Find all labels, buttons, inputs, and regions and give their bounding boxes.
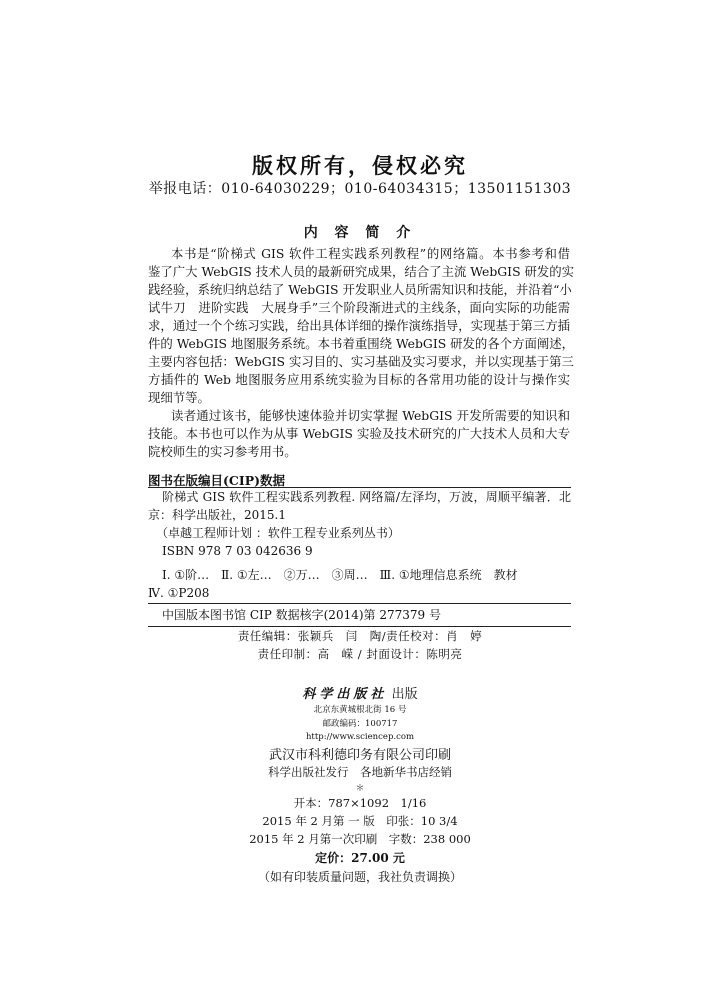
publisher-website: http://www.sciencep.com	[305, 732, 415, 742]
summary-line: 本书是“阶梯式 GIS 软件工程实践系列教程”的网络篇。本书参考和借	[171, 246, 570, 261]
print-run-info: 2015 年 2 月第一次印刷 字数：238 000	[249, 832, 471, 846]
publisher-name: 科学出版社	[302, 687, 388, 702]
price: 定价：27.00 元	[315, 851, 405, 865]
publisher-postcode: 邮政编码：100717	[322, 719, 398, 729]
summary-heading: 内 容 简 介	[303, 225, 417, 241]
publisher-line	[0, 683, 720, 702]
cip-bottom-rule	[148, 626, 571, 627]
summary-line: 件的 WebGIS 地图服务系统。本书着重围绕 WebGIS 研发的各个方面阐述，	[148, 336, 575, 351]
summary-line: 鉴了广大 WebGIS 技术人员的最新研究成果，结合了主流 WebGIS 研发的实	[148, 264, 575, 279]
report-hotline: 举报电话：010-64030229；010-64034315；13501151303	[148, 181, 572, 197]
cip-line: （卓越工程师计划 ：软件工程专业系列丛书）	[156, 526, 400, 540]
cip-line: Ⅳ. ①P208	[148, 586, 210, 600]
summary-line: 求，通过一个个练习实践，给出具体详细的操作演练指导，实现基于第三方插	[148, 318, 570, 333]
summary-line: 方插件的 Web 地图服务应用系统实验为目标的各常用功能的设计与操作实	[148, 372, 570, 387]
cip-line: ISBN 978 7 03 042636 9	[162, 544, 313, 558]
production-credits: 责任印制：高 嵘 / 封面设计：陈明亮	[257, 647, 463, 661]
cip-line: Ⅰ. ①阶… Ⅱ. ①左… ②万… ③周… Ⅲ. ①地理信息系统 教材	[162, 568, 518, 582]
publisher-address: 北京东黄城根北街 16 号	[313, 705, 407, 715]
quality-note: （如有印装质量问题，我社负责调换）	[257, 870, 462, 884]
summary-line: 技能。本书也可以作为从事 WebGIS 实验及技术研究的广大技术人员和大专	[148, 426, 570, 441]
cip-heading: 图书在版编目(CIP)数据	[148, 473, 286, 488]
summary-line: 主要内容包括：WebGIS 实习目的、实习基础及实习要求，并以实现基于第三	[148, 354, 574, 369]
publisher-suffix: 出版	[391, 687, 418, 702]
copyright-title: 版权所有，侵权必究	[252, 153, 468, 178]
separator-star: ＊	[355, 784, 365, 794]
summary-line: 读者通过该书，能够快速体验并切实掌握 WebGIS 开发所需要的知识和	[171, 408, 570, 423]
printer: 武汉市科利德印务有限公司印刷	[268, 748, 451, 763]
editor-credits: 责任编辑：张颖兵 闫 陶/责任校对：肖 婷	[237, 629, 483, 643]
cip-middle-rule	[148, 603, 571, 604]
edition-info: 2015 年 2 月第 一 版 印张：10 3/4	[262, 814, 458, 828]
cip-line: 京：科学出版社，2015.1	[148, 508, 286, 522]
summary-line: 践经验，系统归纳总结了 WebGIS 开发职业人员所需知识和技能，并沿着“小	[148, 282, 572, 297]
book-format: 开本：787×1092 1/16	[293, 796, 427, 810]
summary-line: 试牛刀 进阶实践 大展身手”三个阶段渐进式的主线条，面向实际的功能需	[148, 300, 570, 315]
distribution: 科学出版社发行 各地新华书店经销	[268, 765, 452, 779]
cip-data-number: 中国版本图书馆 CIP 数据核字(2014)第 277379 号	[162, 608, 441, 622]
cip-line: 阶梯式 GIS 软件工程实践系列教程. 网络篇/左泽均，万波，周顺平编著．北	[162, 490, 571, 504]
summary-line: 现细节等。	[148, 390, 210, 405]
summary-line: 院校师生的实习参考用书。	[148, 444, 297, 459]
